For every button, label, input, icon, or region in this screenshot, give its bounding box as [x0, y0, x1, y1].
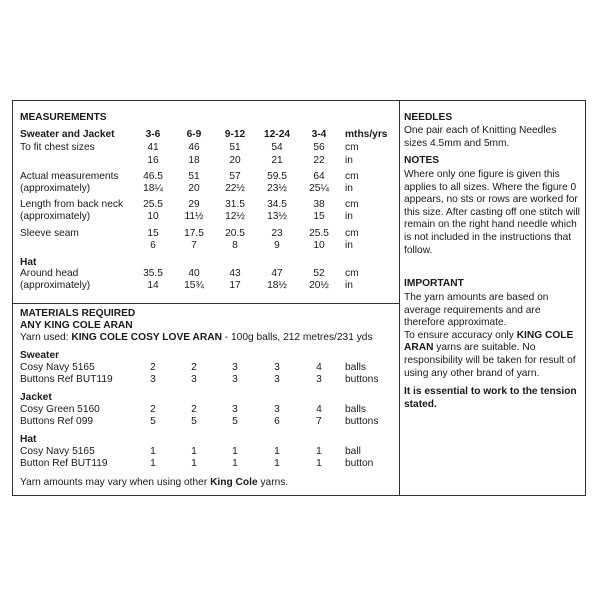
- size-value: 29: [188, 199, 200, 210]
- size-value: 34.5: [267, 199, 287, 210]
- size-value: 22: [313, 155, 325, 166]
- unit-label: in: [345, 280, 353, 291]
- size-value: 1: [274, 446, 280, 457]
- size-value: 31.5: [225, 199, 245, 210]
- size-value: 1: [150, 446, 156, 457]
- row-label: (approximately): [20, 211, 91, 222]
- size-value: 3: [274, 362, 280, 373]
- size-header: 3-4: [311, 129, 327, 140]
- size-value: 1: [150, 458, 156, 469]
- size-value: 23: [271, 228, 283, 239]
- size-value: 25.5: [309, 228, 329, 239]
- size-value: 25.5: [143, 199, 163, 210]
- size-value: 3: [316, 374, 322, 385]
- footnote-prefix: Yarn amounts may vary when using other: [20, 477, 211, 488]
- important-text-1: The yarn amounts are based on average requirements and are therefore approximate.: [404, 292, 549, 329]
- row-label: Length from back neck: [20, 199, 124, 210]
- needles-text: One pair each of Knitting Needles sizes 4.5mm and 5mm.: [404, 125, 557, 149]
- row-label: Buttons Ref 099: [20, 416, 94, 427]
- size-value: 5: [191, 416, 197, 427]
- unit-label: balls: [345, 362, 366, 373]
- size-value: 1: [191, 458, 197, 469]
- size-value: 15¾: [184, 280, 204, 291]
- size-value: 14: [147, 280, 159, 291]
- size-value: 2: [191, 404, 197, 415]
- row-label: (approximately): [20, 183, 91, 194]
- footnote-suffix: yarns.: [257, 477, 289, 488]
- row-label: Around head: [20, 268, 79, 279]
- size-value: 16: [147, 155, 159, 166]
- size-value: 20: [229, 155, 241, 166]
- size-value: 1: [232, 458, 238, 469]
- size-value: 3: [232, 404, 238, 415]
- important-heading: IMPORTANT: [404, 278, 464, 289]
- size-value: 15: [313, 211, 325, 222]
- needles-heading: NEEDLES: [404, 112, 453, 123]
- materials-subheading: ANY KING COLE ARAN: [20, 320, 133, 331]
- size-value: 51: [229, 142, 241, 153]
- yarn-used-line: [20, 332, 373, 344]
- row-label: Jacket: [20, 392, 52, 403]
- size-value: 25¼: [309, 183, 329, 194]
- size-value: 7: [316, 416, 322, 427]
- size-value: 10: [313, 240, 325, 251]
- size-value: 17: [229, 280, 241, 291]
- size-value: 18½: [267, 280, 287, 291]
- size-header: 12-24: [263, 129, 291, 140]
- unit-label: in: [345, 155, 353, 166]
- row-label: Sweater: [20, 350, 60, 361]
- size-value: 10: [147, 211, 159, 222]
- size-value: 11½: [184, 211, 204, 222]
- row-label: Buttons Ref BUT119: [20, 374, 113, 385]
- size-value: 3: [274, 404, 280, 415]
- size-value: 57: [229, 171, 241, 182]
- size-value: 23½: [267, 183, 287, 194]
- unit-label: in: [345, 240, 353, 251]
- size-value: 40: [188, 268, 200, 279]
- tension-note: It is essential to work to the tension stated.: [404, 386, 577, 410]
- unit-label: balls: [345, 404, 366, 415]
- size-value: 2: [150, 362, 156, 373]
- size-value: 2: [150, 404, 156, 415]
- yarn-used-prefix: Yarn used:: [20, 332, 72, 343]
- size-value: 54: [271, 142, 283, 153]
- unit-label: in: [345, 211, 353, 222]
- row-label: Sleeve seam: [20, 228, 79, 239]
- unit-label: in: [345, 183, 353, 194]
- measurements-heading: MEASUREMENTS: [20, 112, 107, 123]
- unit-label: ball: [345, 446, 361, 457]
- size-value: 3: [191, 374, 197, 385]
- size-value: 1: [274, 458, 280, 469]
- size-value: 2: [191, 362, 197, 373]
- unit-label: cm: [345, 228, 359, 239]
- important-text-2-suffix: yarns are suitable. No responsibility will be taken for result of using any other brand of yarn.: [404, 342, 576, 379]
- size-value: 47: [271, 268, 283, 279]
- pattern-info-panel: [12, 100, 586, 496]
- size-value: 3: [150, 374, 156, 385]
- yarn-used-suffix: - 100g balls, 212 metres/231 yds: [221, 332, 373, 343]
- size-value: 38: [313, 199, 325, 210]
- size-value: 5: [150, 416, 156, 427]
- size-header: 6-9: [186, 129, 202, 140]
- size-value: 52: [313, 268, 325, 279]
- yarn-used-brand: KING COLE COSY LOVE ARAN: [71, 332, 222, 343]
- size-value: 20: [188, 183, 200, 194]
- unit-label: buttons: [345, 416, 379, 427]
- section-divider: [13, 303, 399, 304]
- size-value: 18¼: [143, 183, 163, 194]
- size-value: 1: [191, 446, 197, 457]
- size-value: 20.5: [225, 228, 245, 239]
- notes-heading: NOTES: [404, 155, 440, 166]
- size-header: 9-12: [224, 129, 246, 140]
- notes-text: Where only one figure is given this applies to all sizes. Where the figure 0 appears, no sts or rows are worked for this size. After casting off one stitch will remain on the right hand needle which is not included in the instructions that follow.: [404, 169, 580, 256]
- size-value: 64: [313, 171, 325, 182]
- row-label: To fit chest sizes: [20, 142, 95, 153]
- size-value: 13½: [267, 211, 287, 222]
- unit-label: cm: [345, 171, 359, 182]
- size-value: 56: [313, 142, 325, 153]
- important-text-2-prefix: To ensure accuracy only: [404, 329, 517, 341]
- size-value: 1: [316, 458, 322, 469]
- size-value: 3: [274, 374, 280, 385]
- size-value: 4: [316, 362, 322, 373]
- size-value: 12½: [225, 211, 245, 222]
- row-label: Cosy Navy 5165: [20, 362, 95, 373]
- unit-label: cm: [345, 268, 359, 279]
- row-label: Hat: [20, 434, 37, 445]
- size-value: 3: [232, 362, 238, 373]
- unit-label: buttons: [345, 374, 379, 385]
- unit-label: cm: [345, 199, 359, 210]
- size-value: 41: [147, 142, 159, 153]
- row-label: Hat: [20, 257, 37, 268]
- row-label: Cosy Green 5160: [20, 404, 100, 415]
- unit-label: cm: [345, 142, 359, 153]
- size-value: 7: [191, 240, 197, 251]
- size-value: 8: [232, 240, 238, 251]
- size-value: 6: [274, 416, 280, 427]
- size-value: 5: [232, 416, 238, 427]
- size-value: 21: [271, 155, 283, 166]
- row-label: Actual measurements: [20, 171, 119, 182]
- size-header-label: Sweater and Jacket: [20, 129, 115, 140]
- row-label: Cosy Navy 5165: [20, 446, 95, 457]
- size-value: 51: [188, 171, 200, 182]
- size-value: 1: [232, 446, 238, 457]
- size-value: 35.5: [143, 268, 163, 279]
- row-label: (approximately): [20, 280, 91, 291]
- materials-heading: MATERIALS REQUIRED: [20, 308, 136, 319]
- size-value: 18: [188, 155, 200, 166]
- size-value: 22½: [225, 183, 245, 194]
- size-value: 1: [316, 446, 322, 457]
- size-value: 20½: [309, 280, 329, 291]
- size-value: 9: [274, 240, 280, 251]
- size-header: 3-6: [145, 129, 161, 140]
- row-label: Button Ref BUT119: [20, 458, 108, 469]
- important-text: [404, 292, 580, 380]
- size-value: 15: [147, 228, 159, 239]
- important-text-2-brand: KING COLE ARAN: [404, 329, 574, 354]
- size-value: 6: [150, 240, 156, 251]
- yarn-footnote: [20, 477, 288, 489]
- column-divider: [399, 101, 400, 495]
- size-value: 43: [229, 268, 241, 279]
- size-value: 59.5: [267, 171, 287, 182]
- unit-label: button: [345, 458, 374, 469]
- size-value: 17.5: [184, 228, 204, 239]
- size-value: 46.5: [143, 171, 163, 182]
- footnote-brand: King Cole: [210, 477, 258, 488]
- size-value: 4: [316, 404, 322, 415]
- size-value: 3: [232, 374, 238, 385]
- size-unit-header: mths/yrs: [345, 129, 388, 140]
- size-value: 46: [188, 142, 200, 153]
